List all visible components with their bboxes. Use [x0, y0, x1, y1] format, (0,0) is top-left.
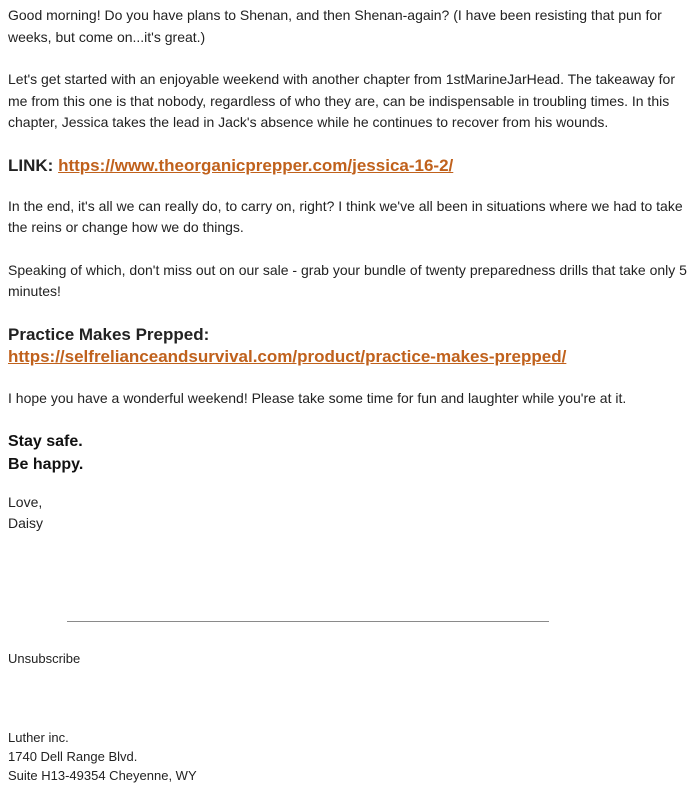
signoff-line-2: Be happy.	[8, 456, 84, 473]
footer-address	[8, 728, 197, 785]
intro-paragraph: Good morning! Do you have plans to Shenan, and then Shenan-again? (I have been resisting that pun for weeks, but come on...it's great.)	[8, 7, 662, 45]
weekend-paragraph: I hope you have a wonderful weekend! Please take some time for fun and laughter while you're at it.	[8, 389, 627, 406]
carry-on-paragraph: In the end, it's all we can really do, to carry on, right? I think we've all been in situations where we had to take the reins or change how we do things.	[8, 197, 683, 235]
unsubscribe-link[interactable]: Unsubscribe	[8, 651, 81, 666]
email-body	[8, 0, 696, 534]
chapter-paragraph: Let's get started with an enjoyable weekend with another chapter from 1stMarineJarHead. The takeaway for me from this one is that nobody, regardless of who they are, can be indispensable in troubling times. In this chapter, Jessica takes the lead in Jack's absence while he continues to recover from his wounds.	[8, 71, 676, 130]
practice-link[interactable]: https://selfrelianceandsurvival.com/product/practice-makes-prepped/	[8, 346, 567, 366]
sale-paragraph: Speaking of which, don't miss out on our sale - grab your bundle of twenty preparedness drills that take only 5 minutes!	[8, 261, 687, 299]
practice-link-block	[8, 324, 696, 368]
signoff	[8, 430, 696, 476]
chapter-link-line	[8, 155, 696, 177]
signature: Daisy	[8, 515, 44, 531]
practice-label: Practice Makes Prepped:	[8, 324, 210, 344]
closing-block	[8, 492, 696, 534]
address-line-street: 1740 Dell Range Blvd.	[8, 749, 138, 764]
link-label: LINK:	[8, 155, 54, 175]
address-line-suite: Suite H13-49354 Cheyenne, WY	[8, 768, 197, 783]
footer-divider	[67, 621, 549, 622]
signoff-line-1: Stay safe.	[8, 433, 83, 450]
address-line-company: Luther inc.	[8, 730, 69, 745]
chapter-link[interactable]: https://www.theorganicprepper.com/jessica-16-2/	[58, 155, 454, 175]
closing-text: Love,	[8, 494, 43, 510]
